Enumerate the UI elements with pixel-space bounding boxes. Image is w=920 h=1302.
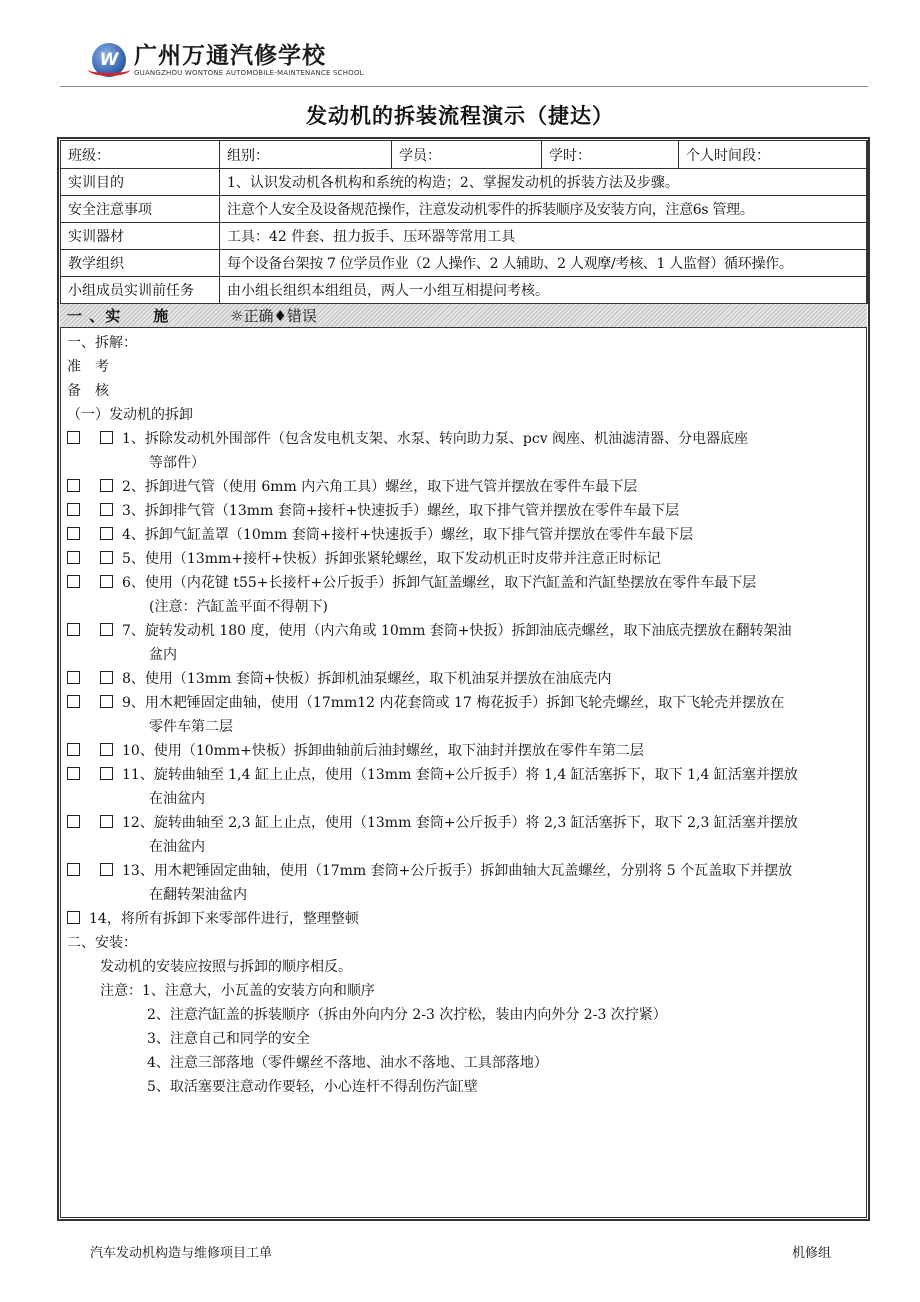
logo-badge <box>92 43 126 77</box>
step-text: 10、使用（10mm+快板）拆卸曲轴前后油封螺丝，取下油封并摆放在零件车第二层 <box>122 743 644 759</box>
prep-checkbox[interactable] <box>67 671 80 684</box>
info-label: 教学组织 <box>61 250 220 277</box>
assess-checkbox[interactable] <box>100 695 113 708</box>
step-text: 5、使用（13mm+接杆+快板）拆卸张紧轮螺丝，取下发动机正时皮带并注意正时标记 <box>122 551 661 567</box>
prep-checkbox[interactable] <box>67 767 80 780</box>
school-name-english: GUANGZHOU WONTONE AUTOMOBILE-MAINTENANCE SCHOOL <box>134 68 364 77</box>
info-label: 实训目的 <box>61 169 220 196</box>
note-line: 5、取活塞要注意动作要轻，小心连杆不得刮伤汽缸壁 <box>147 1079 478 1095</box>
info-value: 工具：42 件套、扭力扳手、压环器等常用工具 <box>220 223 868 250</box>
prep-checkbox[interactable] <box>67 575 80 588</box>
assess-checkbox[interactable] <box>100 671 113 684</box>
step-text: 1、拆除发动机外围部件（包含发电机支架、水泵、转向助力泵、pcv 阀座、机油滤清器、分电器底座 <box>122 431 749 447</box>
column-label-2: 备 核 <box>67 383 109 399</box>
step-text: 14，将所有拆卸下来零部件进行，整理整顿 <box>89 911 359 927</box>
step-item <box>67 619 867 643</box>
step-text: 4、拆卸气缸盖罩（10mm 套筒+接杆+快速扳手）螺丝，取下排气管并摆放在零件车最下层 <box>122 527 694 543</box>
info-row <box>61 277 868 304</box>
step-continuation: (注意：汽缸盖平面不得朝下) <box>149 599 328 615</box>
disassembly-heading: 一、拆解： <box>67 335 137 351</box>
school-logo <box>92 40 364 80</box>
prep-checkbox[interactable] <box>67 863 80 876</box>
note-line: 3、注意自己和同学的安全 <box>147 1031 310 1047</box>
prep-checkbox[interactable] <box>67 743 80 756</box>
step-item <box>67 859 867 883</box>
step-continuation: 在油盆内 <box>149 839 205 855</box>
assess-checkbox[interactable] <box>100 503 113 516</box>
class-field[interactable]: 班级： <box>61 141 220 169</box>
step-item <box>67 427 867 451</box>
prep-checkbox[interactable] <box>67 695 80 708</box>
step-item <box>67 547 867 571</box>
procedure-body <box>67 331 867 1099</box>
final-step <box>67 907 867 931</box>
step-item <box>67 763 867 787</box>
info-row <box>61 196 868 223</box>
section-label: 一 、实 施 <box>67 307 170 325</box>
step-text: 6、使用（内花键 t55+长接杆+公斤扳手）拆卸气缸盖螺丝，取下汽缸盖和汽缸垫摆放在零件车最下层 <box>122 575 757 591</box>
assess-checkbox[interactable] <box>100 743 113 756</box>
hours-field[interactable]: 学时： <box>542 141 679 169</box>
assess-checkbox[interactable] <box>100 479 113 492</box>
prep-checkbox[interactable] <box>67 479 80 492</box>
assess-checkbox[interactable] <box>100 431 113 444</box>
assess-checkbox[interactable] <box>100 575 113 588</box>
step-item <box>67 523 867 547</box>
info-value: 1、认识发动机各机构和系统的构造；2、掌握发动机的拆装方法及步骤。 <box>220 169 868 196</box>
info-label: 实训器材 <box>61 223 220 250</box>
footer-right: 机修组 <box>792 1246 832 1261</box>
sub-heading: （一）发动机的拆卸 <box>67 407 193 423</box>
step-item <box>67 739 867 763</box>
logo-letter: W <box>99 50 119 70</box>
prep-checkbox[interactable] <box>67 815 80 828</box>
section-header <box>60 303 867 328</box>
page-title: 发动机的拆装流程演示（捷达） <box>306 104 614 128</box>
step-continuation: 在翻转架油盆内 <box>149 887 247 903</box>
step-text: 8、使用（13mm 套筒+快板）拆卸机油泵螺丝，取下机油泵并摆放在油底壳内 <box>122 671 612 687</box>
step-text: 7、旋转发动机 180 度，使用（内六角或 10mm 套筒+快扳）拆卸油底壳螺丝，取下油底壳摆放在翻转架油 <box>122 623 792 639</box>
column-label-1: 准 考 <box>67 359 109 375</box>
step-text: 11、旋转曲轴至 1,4 缸上止点，使用（13mm 套筒+公斤扳手）将 1,4 缸活塞拆下，取下 1,4 缸活塞并摆放 <box>122 767 798 783</box>
school-name: 广州万通汽修学校 <box>134 42 326 69</box>
step-text: 12、旋转曲轴至 2,3 缸上止点，使用（13mm 套筒+公斤扳手）将 2,3 缸活塞拆下，取下 2,3 缸活塞并摆放 <box>122 815 798 831</box>
step-continuation: 在油盆内 <box>149 791 205 807</box>
step-item <box>67 499 867 523</box>
prep-checkbox[interactable] <box>67 623 80 636</box>
group-field[interactable]: 组别： <box>220 141 392 169</box>
prep-checkbox[interactable] <box>67 431 80 444</box>
assembly-intro: 发动机的安装应按照与拆卸的顺序相反。 <box>100 959 352 975</box>
step-item <box>67 811 867 835</box>
checkbox[interactable] <box>67 911 80 924</box>
footer-left: 汽车发动机构造与维修项目工单 <box>90 1246 273 1261</box>
step-item <box>67 571 867 595</box>
info-row <box>61 169 868 196</box>
time-slot-field[interactable]: 个人时间段： <box>679 141 868 169</box>
note-text: 1、注意大，小瓦盖的安装方向和顺序 <box>142 983 375 999</box>
info-row <box>61 223 868 250</box>
step-continuation: 盆内 <box>149 647 177 663</box>
section-legend: ☼正确♦错误 <box>230 307 317 325</box>
step-text: 3、拆卸排气管（13mm 套筒+接杆+快速扳手）螺丝，取下排气管并摆放在零件车最下层 <box>122 503 680 519</box>
step-item <box>67 475 867 499</box>
prep-checkbox[interactable] <box>67 527 80 540</box>
assembly-heading: 二、安装： <box>67 935 137 951</box>
step-item <box>67 691 867 715</box>
step-item <box>67 667 867 691</box>
info-label: 安全注意事项 <box>61 196 220 223</box>
info-header-row <box>61 141 868 169</box>
assess-checkbox[interactable] <box>100 623 113 636</box>
note-line <box>67 979 867 1003</box>
logo-swoosh-icon <box>88 63 130 76</box>
step-continuation: 零件车第二层 <box>149 719 233 735</box>
prep-checkbox[interactable] <box>67 551 80 564</box>
info-table <box>60 140 868 304</box>
step-text: 2、拆卸进气管（使用 6mm 内六角工具）螺丝，取下进气管并摆放在零件车最下层 <box>122 479 638 495</box>
header-divider <box>60 86 868 87</box>
note-line: 2、注意汽缸盖的拆装顺序（拆由外向内分 2-3 次拧松，装由内向外分 2-3 次拧紧） <box>147 1007 667 1023</box>
note-line: 4、注意三部落地（零件螺丝不落地、油水不落地、工具部落地） <box>147 1055 548 1071</box>
notes-label: 注意： <box>100 983 142 999</box>
step-list <box>67 427 867 907</box>
info-row <box>61 250 868 277</box>
step-continuation: 等部件） <box>149 455 205 471</box>
assess-checkbox[interactable] <box>100 527 113 540</box>
step-text: 9、用木耙锤固定曲轴，使用（17mm12 内花套筒或 17 梅花扳手）拆卸飞轮壳螺丝，取下飞轮壳并摆放在 <box>122 695 785 711</box>
step-text: 13、用木耙锤固定曲轴，使用（17mm 套筒+公斤扳手）拆卸曲轴大瓦盖螺丝，分别将 5 个瓦盖取下并摆放 <box>122 863 793 879</box>
info-value: 由小组长组织本组组员，两人一小组互相提问考核。 <box>220 277 868 304</box>
assess-checkbox[interactable] <box>100 551 113 564</box>
info-value: 注意个人安全及设备规范操作，注意发动机零件的拆装顺序及安装方向，注意6s 管理。 <box>220 196 868 223</box>
info-value: 每个设备台架按 7 位学员作业（2 人操作、2 人辅助、2 人观摩/考核、1 人监督）循环操作。 <box>220 250 868 277</box>
student-field[interactable]: 学员： <box>392 141 542 169</box>
prep-checkbox[interactable] <box>67 503 80 516</box>
info-label: 小组成员实训前任务 <box>61 277 220 304</box>
assess-checkbox[interactable] <box>100 767 113 780</box>
assess-checkbox[interactable] <box>100 815 113 828</box>
assess-checkbox[interactable] <box>100 863 113 876</box>
